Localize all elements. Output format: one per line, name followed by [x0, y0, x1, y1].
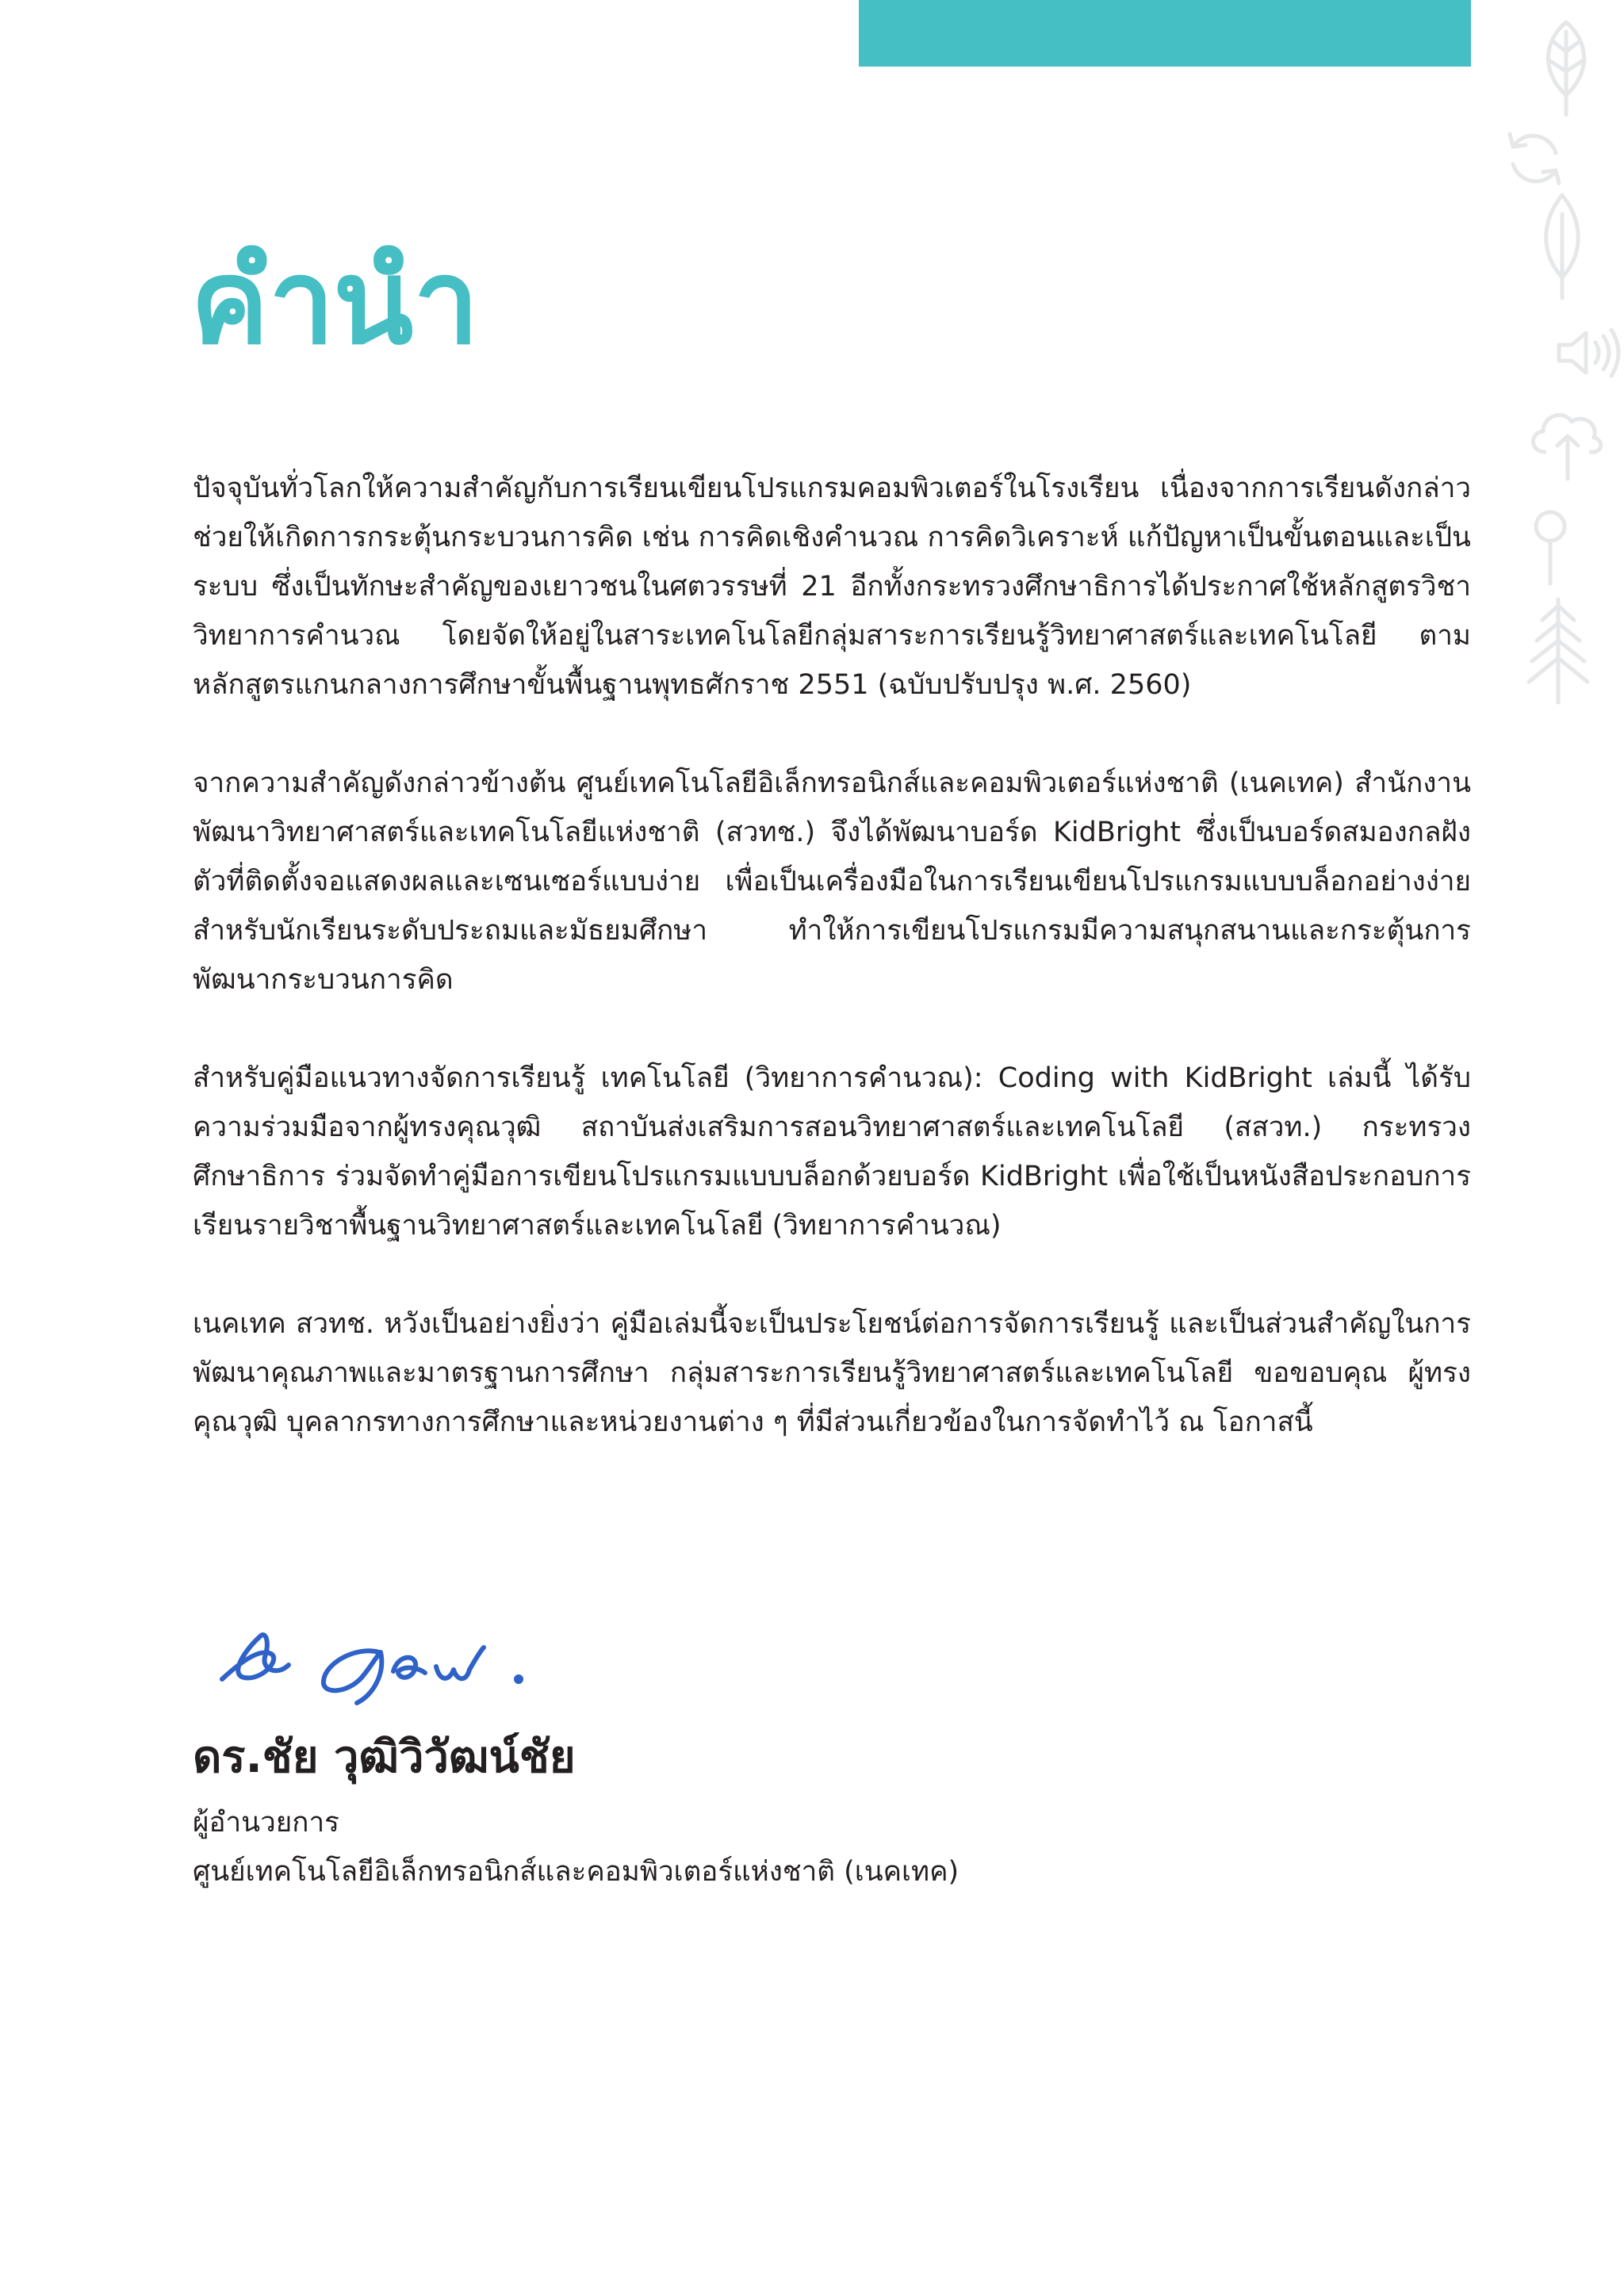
- signer-organization: ศูนย์เทคโนโลยีอิเล็กทรอนิกส์และคอมพิวเตอร์แห่งชาติ (เนคเทค): [193, 1856, 959, 1888]
- leaf-icon: [1534, 190, 1590, 301]
- preface-body: [193, 464, 1471, 1496]
- header-accent-bar: [859, 0, 1471, 67]
- leaf-tree-icon: [1530, 16, 1602, 119]
- location-pin-icon: [1526, 507, 1574, 587]
- cloud-upload-icon: [1522, 396, 1610, 484]
- handwritten-signature: [198, 1601, 595, 1720]
- signer-name: ดร.ชัย วุฒิวิวัฒน์ชัย: [193, 1732, 576, 1783]
- paragraph-1: ปัจจุบันทั่วโลกให้ความสำคัญกับการเรียนเขียนโปรแกรมคอมพิวเตอร์ในโรงเรียน เนื่องจากการเรียนดังกล่าวช่วยให้เกิดการกระตุ้นกระบวนการคิด เช่น การคิดเชิงคำนวณ การคิดวิเคราะห์ แก้ปัญหาเป็นขั้นตอนและเป็นระบบ ซึ่งเป็นทักษะสำคัญของเยาวชนในศตวรรษที่ 21 อีกทั้งกระทรวงศึกษาธิการได้ประกาศใช้หลักสูตรวิชาวิทยาการคำนวณ โดยจัดให้อยู่ในสาระเทคโนโลยีกลุ่มสาระการเรียนรู้วิทยาศาสตร์และเทคโนโลยี ตามหลักสูตรแกนกลางการศึกษาขั้นพื้นฐานพุทธศักราช 2551 (ฉบับปรับปรุง พ.ศ. 2560): [193, 473, 1471, 701]
- page-title: คำนำ: [190, 234, 478, 370]
- paragraph-3: สำหรับคู่มือแนวทางจัดการเรียนรู้ เทคโนโลยี (วิทยาการคำนวณ): Coding with KidBright เล่มนี้ ได้รับความร่วมมือจากผู้ทรงคุณวุฒิ สถาบันส่งเสริมการสอนวิทยาศาสตร์และเทคโนโลยี (สสวท.) กระทรวงศึกษาธิการ ร่วมจัดทำคู่มือการเขียนโปรแกรมแบบบล็อกด้วยบอร์ด KidBright เพื่อใช้เป็นหนังสือประกอบการเรียนรายวิชาพื้นฐานวิทยาศาสตร์และเทคโนโลยี (วิทยาการคำนวณ): [193, 1062, 1471, 1242]
- speaker-icon: [1554, 325, 1624, 381]
- pine-tree-icon: [1522, 595, 1594, 706]
- paragraph-2: จากความสำคัญดังกล่าวข้างต้น ศูนย์เทคโนโลยีอิเล็กทรอนิกส์และคอมพิวเตอร์แห่งชาติ (เนคเทค) สำนักงานพัฒนาวิทยาศาสตร์และเทคโนโลยีแห่งชาติ (สวทช.) จึงได้พัฒนาบอร์ด KidBright ซึ่งเป็นบอร์ดสมองกลฝังตัวที่ติดตั้งจอแสดงผลและเซนเซอร์แบบง่าย เพื่อเป็นเครื่องมือในการเรียนเขียนโปรแกรมแบบบล็อกอย่างง่ายสำหรับนักเรียนระดับประถมและมัธยมศึกษา ทำให้การเขียนโปรแกรมมีความสนุกสนานและกระตุ้นการพัฒนากระบวนการคิด: [193, 767, 1471, 996]
- signer-role: ผู้อำนวยการ: [193, 1807, 339, 1839]
- decorative-icon-column: [1491, 0, 1624, 714]
- refresh-cycle-icon: [1499, 123, 1570, 194]
- paragraph-4: เนคเทค สวทช. หวังเป็นอย่างยิ่งว่า คู่มือเล่มนี้จะเป็นประโยชน์ต่อการจัดการเรียนรู้ และเป็นส่วนสำคัญในการพัฒนาคุณภาพและมาตรฐานการศึกษา กลุ่มสาระการเรียนรู้วิทยาศาสตร์และเทคโนโลยี ขอขอบคุณ ผู้ทรงคุณวุฒิ บุคลากรทางการศึกษาและหน่วยงานต่าง ๆ ที่มีส่วนเกี่ยวข้องในการจัดทำไว้ ณ โอกาสนี้: [193, 1308, 1471, 1438]
